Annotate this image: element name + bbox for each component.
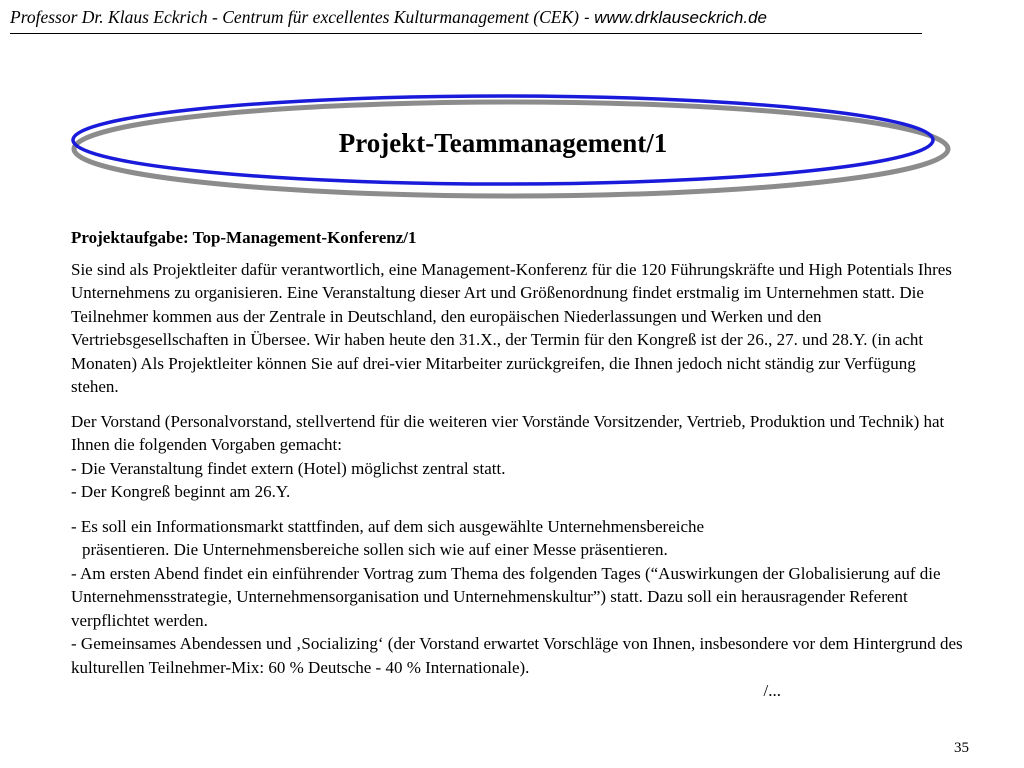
header (10, 5, 922, 34)
requirement-item-continued: präsentieren. Die Unternehmensbereiche sollen sich wie auf einer Messe präsentieren. (82, 540, 668, 559)
header-separator: - (579, 8, 595, 27)
requirement-item: - Der Kongreß beginnt am 26.Y. (71, 482, 291, 501)
board-paragraph: Der Vorstand (Personalvorstand, stellvertend für die weiteren vier Vorstände Vorsitzender, Vertrieb, Produktion und Technik) hat Ihnen die folgenden Vorgaben gemacht: (71, 411, 945, 454)
header-url[interactable]: www.drklauseckrich.de (594, 8, 768, 27)
page-number: 35 (954, 740, 969, 756)
requirement-item: - Es soll ein Informationsmarkt stattfinden, auf dem sich ausgewählte Unternehmensbereiche (71, 516, 705, 536)
task-heading: Projektaufgabe: Top-Management-Konferenz/1 (71, 228, 417, 247)
title-banner (70, 93, 952, 203)
intro-paragraph: Sie sind als Projektleiter dafür verantwortlich, eine Management-Konferenz für die 120 Führungskräfte und High Potentials Ihres Unternehmens zu organisieren. Eine Veranstaltung dieser Art und Größenordnung findet erstmalig im Unternehmen statt. Die Teilnehmer kommen aus der Zentrale in Deutschland, den europäischen Niederlassungen und Werken und den Vertriebsgesellschaften in Übersee. Wir haben heute den 31.X., der Termin für den Kongreß ist der 26., 27. und 28.Y. (in acht Monaten) Als Projektleiter können Sie auf drei-vier Mitarbeiter zurückgreifen, die Ihnen jedoch nicht ständig zur Verfügung stehen. (71, 259, 952, 396)
slide-title: Projekt-Teammanagement/1 (338, 128, 668, 158)
requirement-item: - Gemeinsames Abendessen und ‚Socializing‘ (der Vorstand erwartet Vorschläge von Ihnen, insbesondere vor dem Hintergrund des kulturellen Teilnehmer-Mix: 60 % Deutsche - 40 % Internationale). (71, 634, 963, 677)
requirement-item: - Die Veranstaltung findet extern (Hotel) möglichst zentral statt. (71, 458, 506, 478)
requirement-item: - Am ersten Abend findet ein einführender Vortrag zum Thema des folgenden Tages (“Auswirkungen der Globalisierung auf die Unternehmensstrategie, Unternehmensorganisation und Unternehmenskultur”) statt. Dazu soll ein herausragender Referent verpflichtet werden. (71, 563, 941, 630)
slide-body (71, 226, 963, 703)
continuation-marker: /... (763, 681, 781, 700)
header-author: Professor Dr. Klaus Eckrich - Centrum für excellentes Kulturmanagement (CEK) (10, 7, 579, 27)
